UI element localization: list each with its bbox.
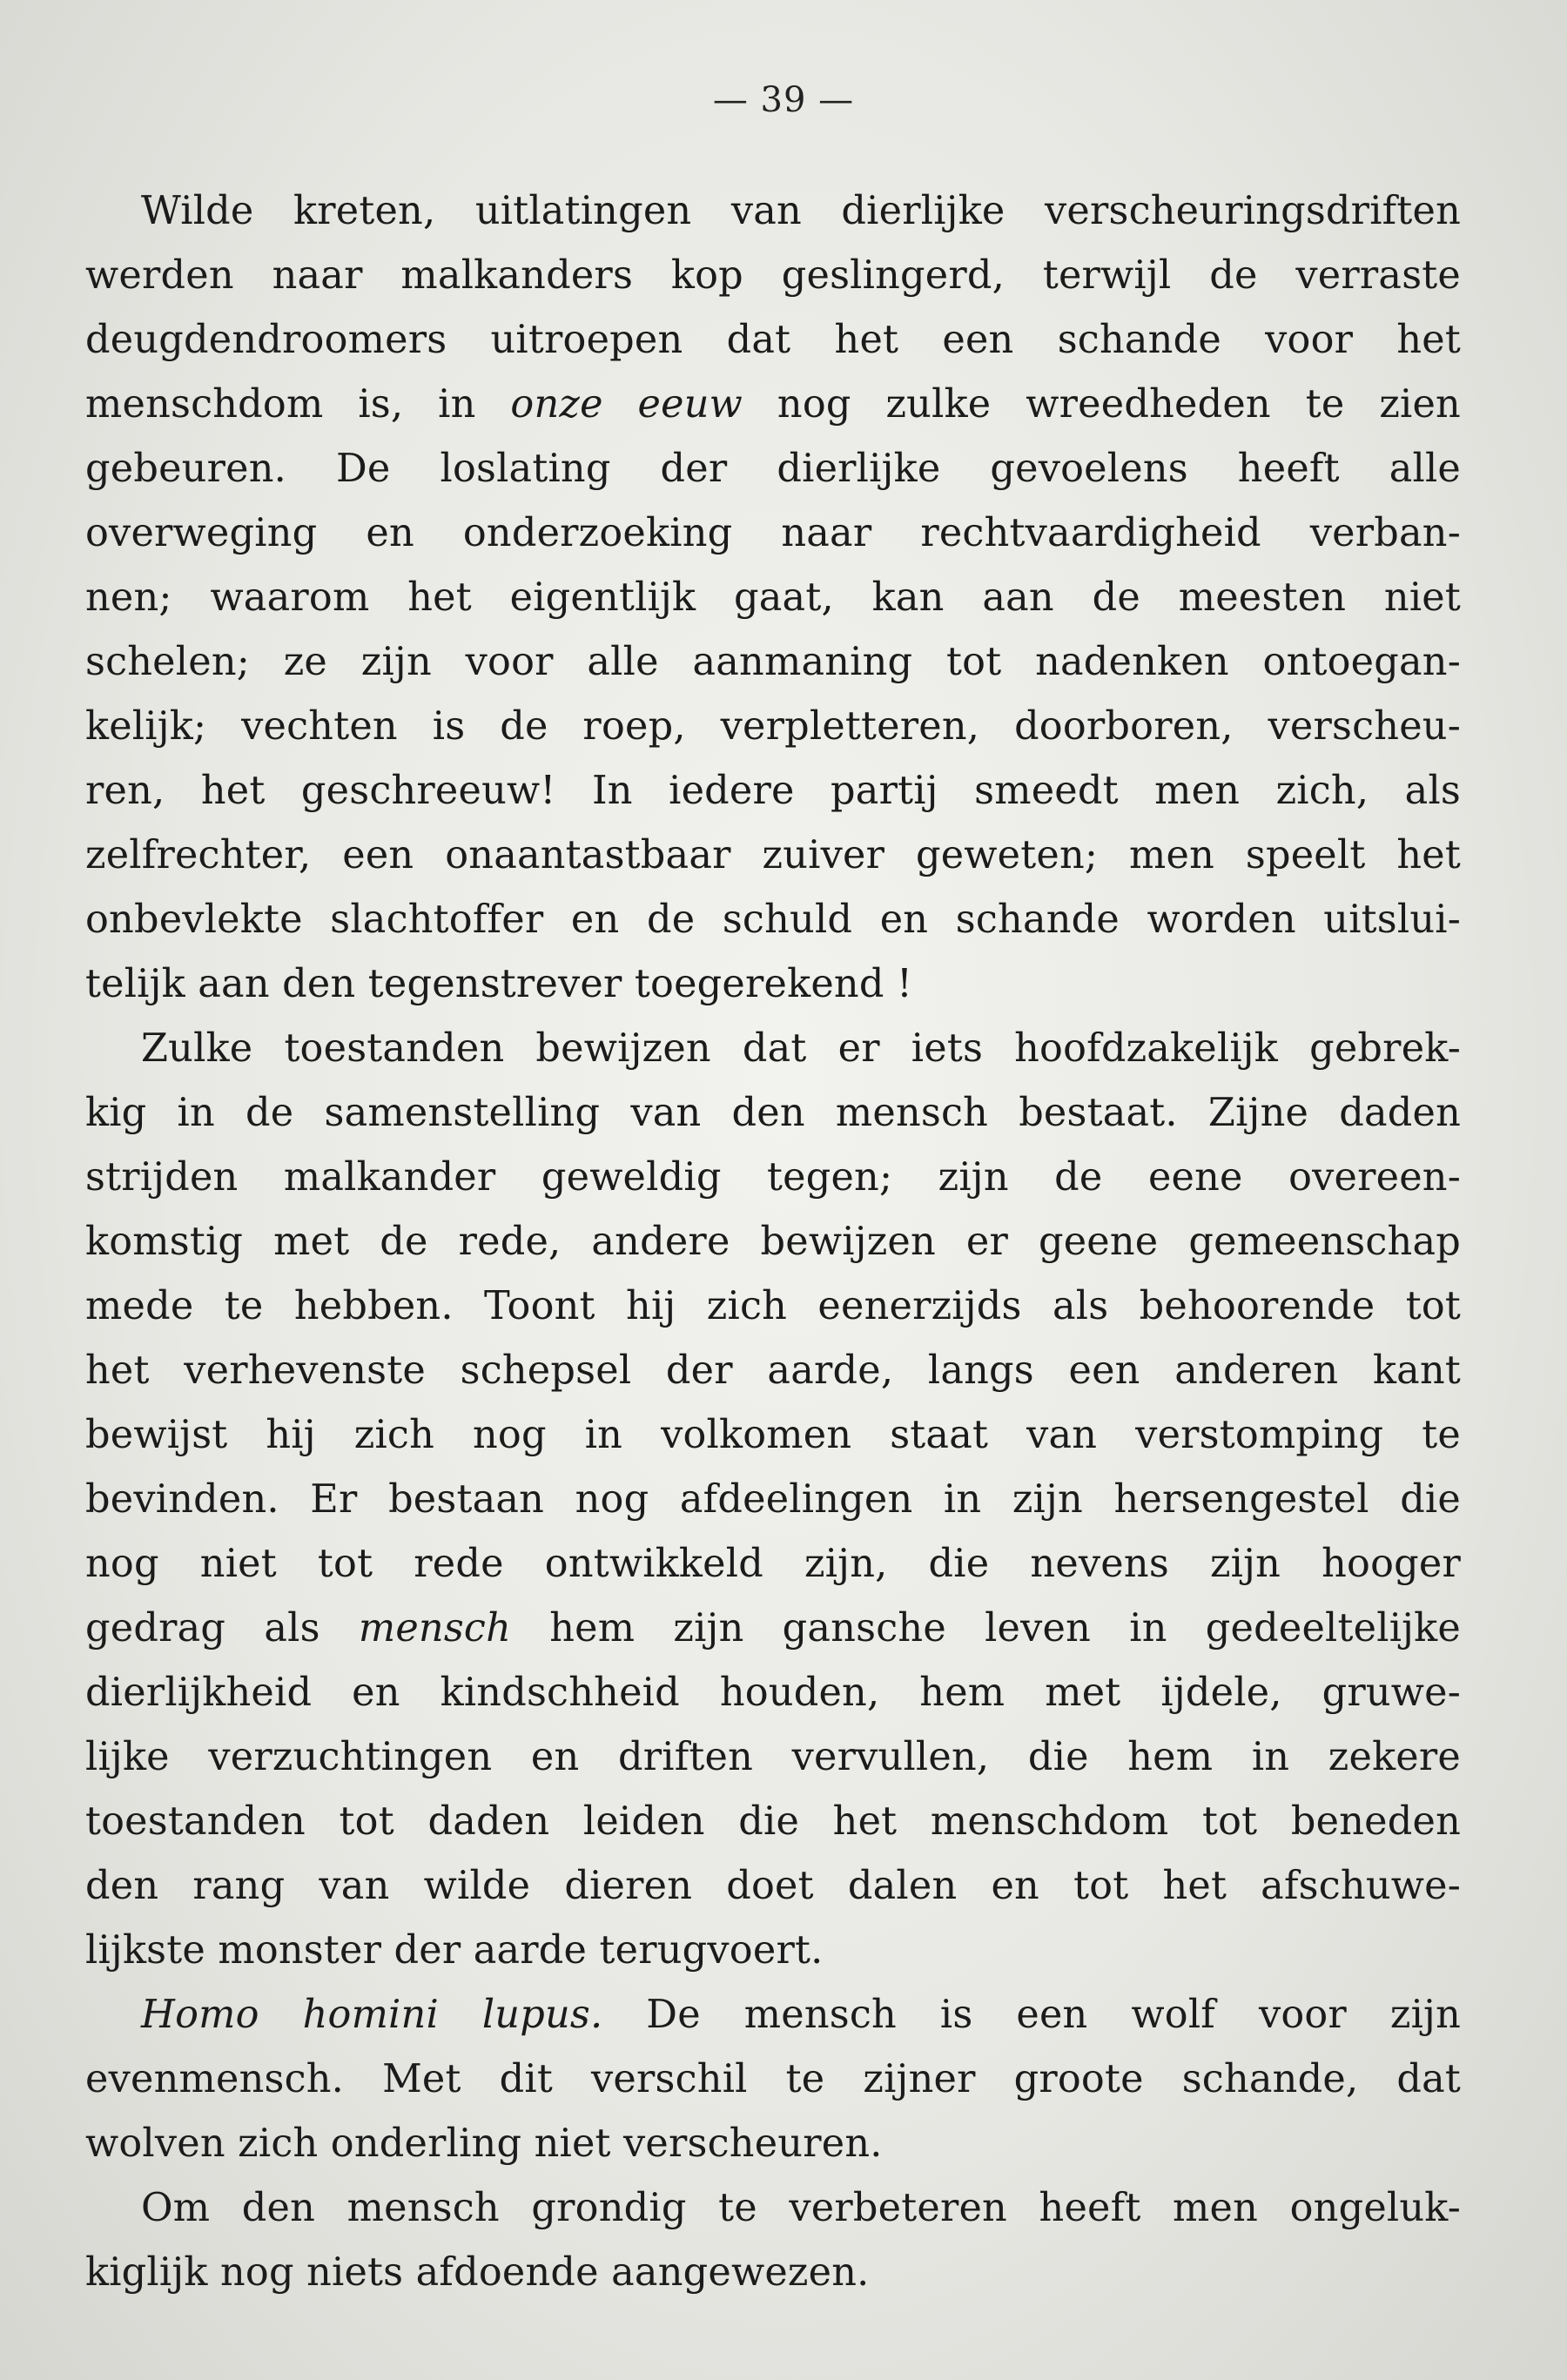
text-line: strijden malkander geweldig tegen; zijn de eene overeen- xyxy=(85,1154,1461,1200)
text-line: kig in de samenstelling van den mensch bestaat. Zijne daden xyxy=(85,1090,1461,1135)
text-line: nen; waarom het eigentlijk gaat, kan aan de meesten niet xyxy=(85,575,1461,620)
text-line: dierlijkheid en kindschheid houden, hem met ijdele, gruwe- xyxy=(85,1670,1461,1715)
text-line: gebeuren. De loslating der dierlijke gevoelens heeft alle xyxy=(85,446,1461,491)
text-line: komstig met de rede, andere bewijzen er geene gemeenschap xyxy=(85,1219,1461,1264)
text-line: bevinden. Er bestaan nog afdeelingen in zijn hersengestel die xyxy=(85,1476,1461,1522)
paragraph-2 xyxy=(85,1016,1461,1982)
text-line xyxy=(85,1596,1461,1660)
text-run: gedrag als xyxy=(85,1605,359,1651)
text-line: mede te hebben. Toont hij zich eenerzijds als behoorende tot xyxy=(85,1283,1461,1328)
text-line: telijk aan den tegenstrever toegerekend ! xyxy=(85,961,913,1006)
text-line: Om den mensch grondig te verbeteren heeft men ongeluk- xyxy=(141,2185,1461,2230)
text-line: het verhevenste schepsel der aarde, langs een anderen kant xyxy=(85,1348,1461,1393)
text-line xyxy=(85,1982,1461,2047)
text-run: hem zijn gansche leven in gedeeltelijke xyxy=(511,1605,1461,1651)
paragraph-4 xyxy=(85,2175,1461,2304)
text-line: bewijst hij zich nog in volkomen staat van verstomping te xyxy=(85,1412,1461,1457)
text-line: toestanden tot daden leiden die het menschdom tot beneden xyxy=(85,1798,1461,1844)
text-line: deugdendroomers uitroepen dat het een schande voor het xyxy=(85,317,1461,362)
paragraph-1 xyxy=(85,178,1461,1016)
text-line: lijke verzuchtingen en driften vervullen, die hem in zekere xyxy=(85,1734,1461,1779)
text-line: wolven zich onderling niet verscheuren. xyxy=(85,2121,883,2166)
body-text xyxy=(85,178,1461,2304)
text-line: Zulke toestanden bewijzen dat er iets hoofdzakelijk gebrek- xyxy=(141,1025,1461,1071)
text-line: kiglijk nog niets afdoende aangewezen. xyxy=(85,2249,870,2295)
text-line: Wilde kreten, uitlatingen van dierlijke verscheuringsdriften xyxy=(141,188,1461,233)
text-run: nog zulke wreedheden te zien xyxy=(743,381,1461,427)
text-line: overweging en onderzoeking naar rechtvaardigheid verban- xyxy=(85,510,1461,555)
text-line: schelen; ze zijn voor alle aanmaning tot nadenken ontoegan- xyxy=(85,639,1461,684)
text-line xyxy=(85,372,1461,436)
text-line: werden naar malkanders kop geslingerd, terwijl de verraste xyxy=(85,252,1461,298)
text-line: evenmensch. Met dit verschil te zijner groote schande, dat xyxy=(85,2056,1461,2101)
italic-phrase: mensch xyxy=(358,1605,512,1651)
text-line: kelijk; vechten is de roep, verpletteren, doorboren, verscheu- xyxy=(85,703,1461,749)
page-number: — 39 — xyxy=(712,80,855,120)
text-run: menschdom is, in xyxy=(85,381,511,427)
italic-phrase: Homo homini lupus. xyxy=(141,1992,603,2037)
text-line: lijkste monster der aarde terugvoert. xyxy=(85,1927,824,1973)
text-run: De mensch is een wolf voor zijn xyxy=(602,1992,1461,2037)
text-line: den rang van wilde dieren doet dalen en tot het afschuwe- xyxy=(85,1863,1461,1908)
text-line: nog niet tot rede ontwikkeld zijn, die nevens zijn hooger xyxy=(85,1541,1461,1586)
paragraph-3 xyxy=(85,1982,1461,2175)
text-line: zelfrechter, een onaantastbaar zuiver geweten; men speelt het xyxy=(85,832,1461,877)
text-line: onbevlekte slachtoffer en de schuld en schande worden uitslui- xyxy=(85,897,1461,942)
italic-phrase: onze eeuw xyxy=(510,381,743,427)
text-line: ren, het geschreeuw! In iedere partij smeedt men zich, als xyxy=(85,768,1461,813)
